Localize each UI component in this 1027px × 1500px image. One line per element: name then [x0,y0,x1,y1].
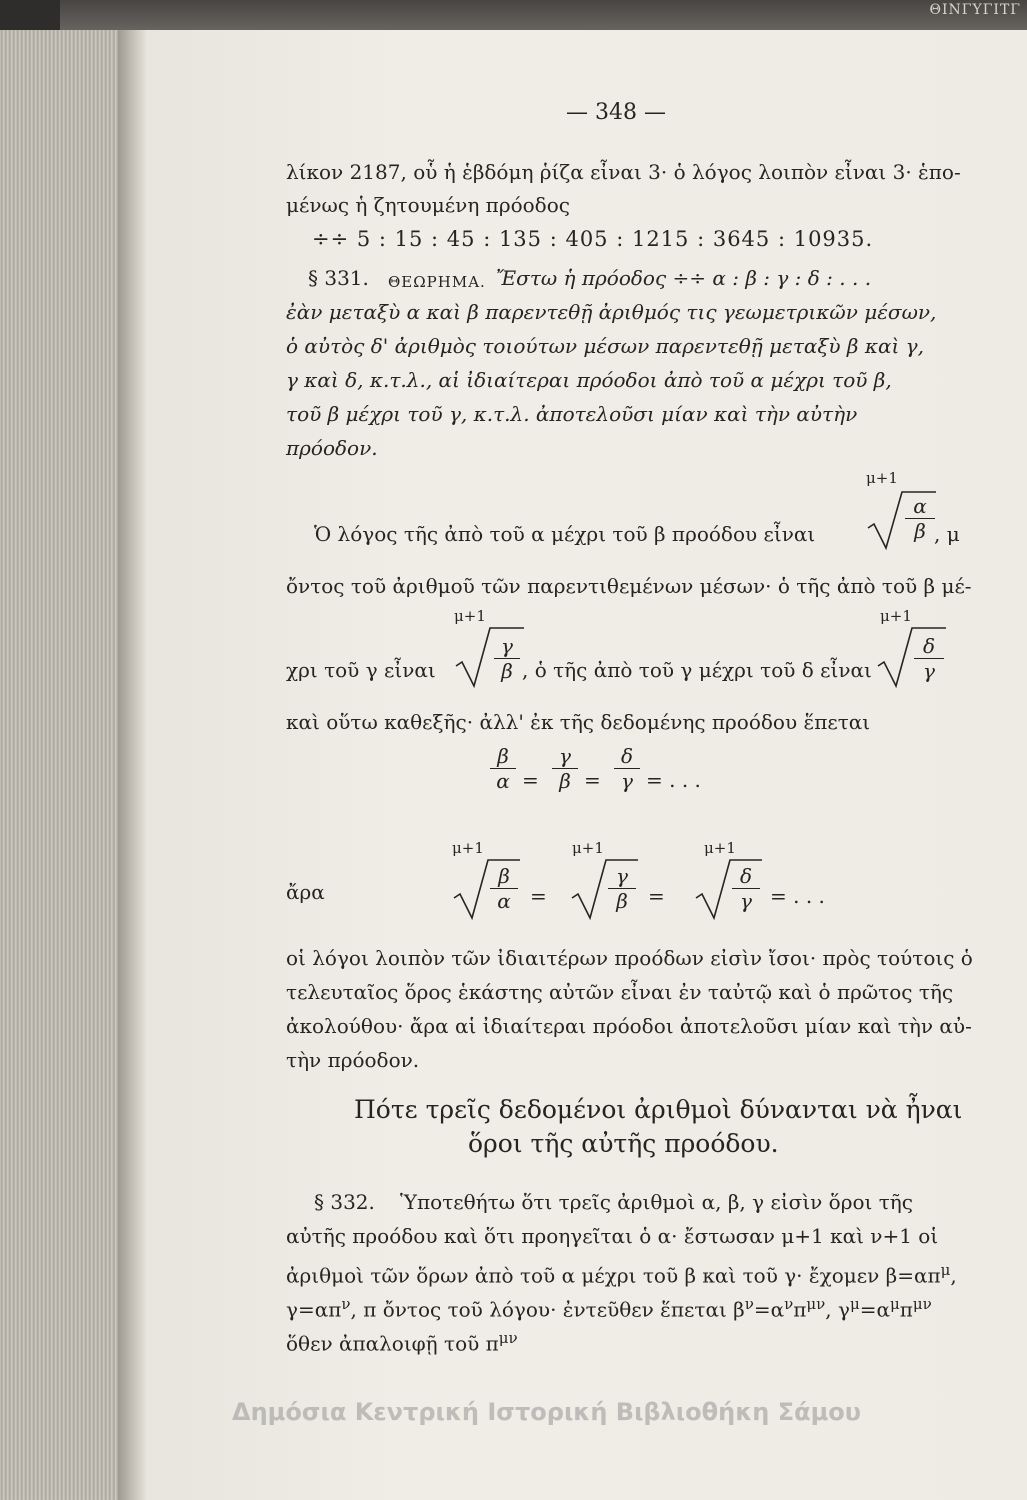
library-watermark: Δημόσια Κεντρική Ιστορική Βιβλιοθήκη Σάμου [232,1398,861,1426]
text-line: ἀριθμοὶ τῶν ὅρων ἀπὸ τοῦ α μέχρι τοῦ β καὶ τοῦ γ· ἔχομεν $\beta=\alpha\pi^\mu$, [286,1261,957,1288]
text-line: καὶ οὕτω καθεξῆς· ἀλλ' ἐκ τῆς δεδομένης προόδου ἕπεται [286,710,871,734]
text-line: τοῦ β μέχρι τοῦ γ, κ.τ.λ. ἀποτελοῦσι μίαν καὶ τὴν αὐτὴν [286,402,858,426]
fraction: δ γ [914,636,944,681]
text-line: ὄντος τοῦ ἀριθμοῦ τῶν παρεντιθεμένων μέσων· ὁ τῆς ἀπὸ τοῦ β μέ- [286,574,972,598]
equals-sign: = [648,884,665,908]
progression-sequence: ÷÷ 5 : 15 : 45 : 135 : 405 : 1215 : 3645 : 10935. [312,227,874,251]
fraction: δ γ [732,866,760,911]
theorem-label: ΘΕΩΡΗΜΑ. [388,273,486,291]
text-line: , μ [934,522,960,546]
section-heading: ὅροι τῆς αὐτῆς προόδου. [468,1129,779,1158]
equals-sign: = [522,768,539,792]
text-line: ἐὰν μεταξὺ α καὶ β παρεντεθῇ ἀριθμός τις γεωμετρικῶν μέσων, [286,300,937,324]
radical-index: μ+1 [454,607,486,625]
text-line: μένως ἡ ζητουμένη πρόοδος [286,193,570,217]
text-line: , ὁ τῆς ἀπὸ τοῦ γ μέχρι τοῦ δ εἶναι [522,658,872,682]
section-number: § 331. [308,266,369,290]
radical-index: μ+1 [704,839,736,857]
text-line: αὐτῆς προόδου καὶ ὅτι προηγεῖται ὁ α· ἔστωσαν μ+1 καὶ ν+1 οἱ [286,1224,939,1248]
equals-sign: = [530,884,547,908]
radical-index: μ+1 [572,839,604,857]
text-line: γ καὶ δ, κ.τ.λ., αἱ ἰδιαίτεραι πρόοδοι ἀπὸ τοῦ α μέχρι τοῦ β, [286,368,892,392]
text-line: $\gamma=\alpha\pi^\nu$, π ὄντος τοῦ λόγου· ἐντεῦθεν ἕπεται $\beta^\nu=\alpha^\nu\pi^{\mu\nu}$, $\gamma^\mu=\alpha^\mu\pi^{\mu\nu}$ [286,1295,932,1322]
text-line: λίκον 2187, οὗ ἡ ἑβδόμη ῥίζα εἶναι 3· ὁ λόγος λοιπὸν εἶναι 3· ἑπο- [286,160,961,184]
section-number: § 332. [314,1190,375,1214]
fraction: β α [490,746,516,791]
text-line: ἀκολούθου· ἄρα αἱ ἰδιαίτεραι πρόοδοι ἀποτελοῦσι μίαν καὶ τὴν αὐ- [286,1014,972,1038]
fraction: γ β [608,866,636,911]
fraction: γ β [494,636,520,681]
fraction: α β [905,496,935,541]
text-line: ὅθεν ἀπαλοιφῇ τοῦ $\pi^{\mu\nu}$ [286,1329,518,1356]
ellipsis: = . . . [770,884,825,908]
text-line: Ἔστω ἡ πρόοδος ÷÷ α : β : γ : δ : . . . [496,266,872,290]
text-line: οἱ λόγοι λοιπὸν τῶν ἰδιαιτέρων προόδων εἰσὶν ἴσοι· πρὸς τούτοις ὁ [286,946,973,970]
text-line: χρι τοῦ γ εἶναι [286,658,436,682]
page-number: — 348 — [566,100,666,125]
fraction: δ γ [614,746,640,791]
library-stamp: ΘΙΝΓΥΓΙΤΓ [929,2,1021,18]
text-line: τὴν πρόοδον. [286,1048,420,1072]
equals-sign: = [584,768,601,792]
text-line: ἄρα [286,880,325,904]
ellipsis: = . . . [646,768,701,792]
text-line: πρόοδον. [286,436,378,460]
fraction: γ β [552,746,578,791]
section-heading: Πότε τρεῖς δεδομένοι ἀριθμοὶ δύνανται νὰ ἦναι [354,1095,963,1124]
radical-index: μ+1 [452,839,484,857]
text-line: Ὁ λόγος τῆς ἀπὸ τοῦ α μέχρι τοῦ β προόδου εἶναι [314,522,816,546]
radical-index: μ+1 [880,607,912,625]
text-line: Ὑποτεθήτω ὅτι τρεῖς ἀριθμοὶ α, β, γ εἰσὶν ὅροι τῆς [400,1190,913,1214]
fraction: β α [490,866,518,911]
text-line: τελευταῖος ὅρος ἑκάστης αὐτῶν εἶναι ἐν ταὐτῷ καὶ ὁ πρῶτος τῆς [286,980,954,1004]
text-line: ὁ αὐτὸς δ' ἀριθμὸς τοιούτων μέσων παρεντεθῇ μεταξὺ β καὶ γ, [286,334,924,358]
radical-index: μ+1 [866,469,898,487]
